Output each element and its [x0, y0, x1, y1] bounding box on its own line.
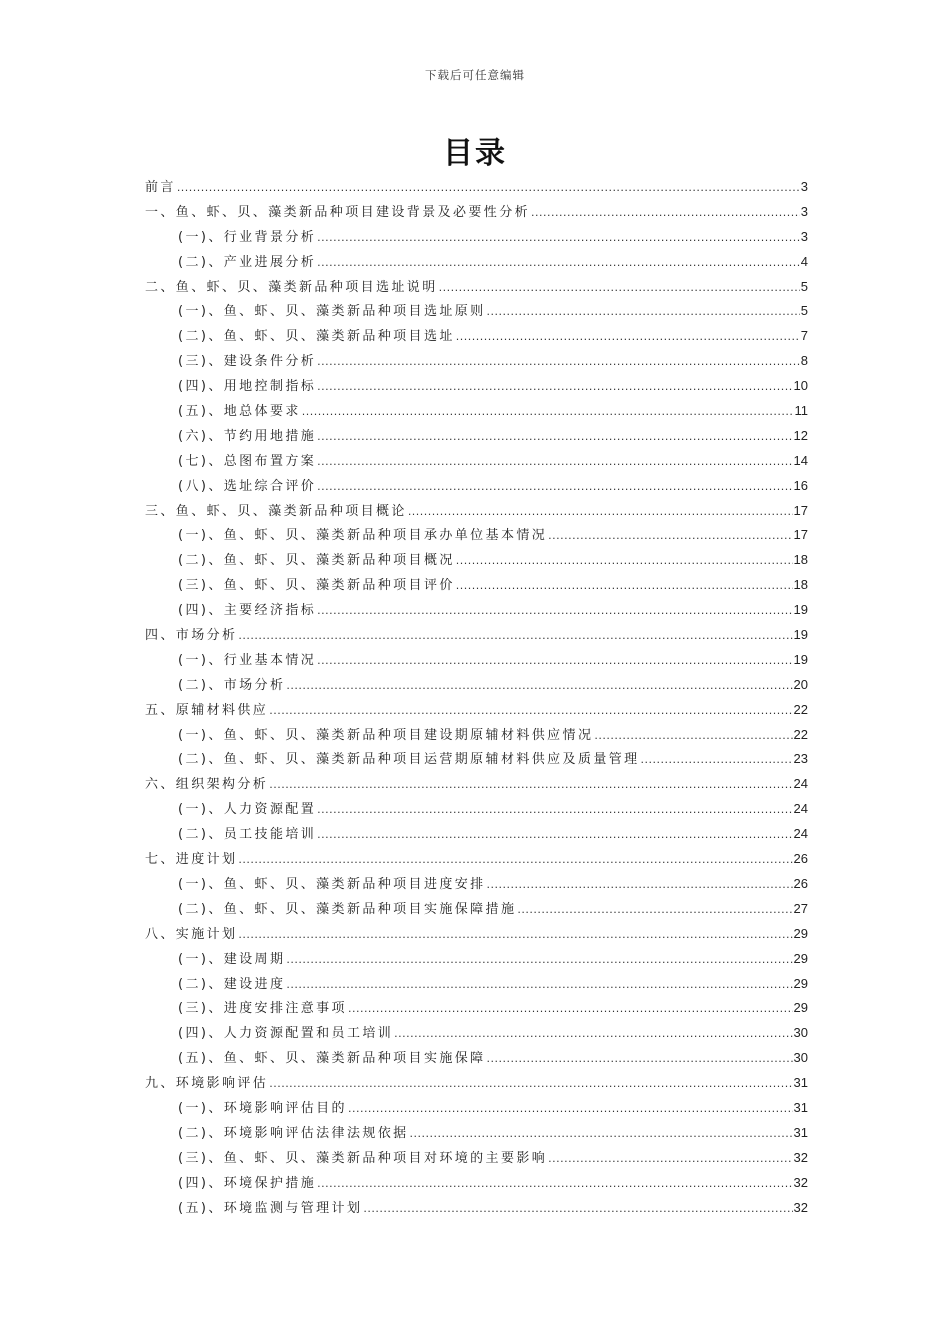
toc-entry-section[interactable] [145, 822, 808, 847]
toc-entry-text: (二)、鱼、虾、贝、藻类新品种项目实施保障措施 [178, 901, 517, 917]
toc-leader-dots [363, 1197, 792, 1222]
toc-entry-text: 前言 [145, 180, 176, 195]
toc-leader-dots [487, 873, 793, 898]
toc-entry-section[interactable] [145, 573, 808, 598]
toc-entry-section[interactable] [145, 1121, 808, 1146]
toc-leader-dots [317, 226, 800, 251]
toc-page-number: 11 [794, 403, 808, 419]
toc-leader-dots [594, 724, 792, 749]
toc-entry-section[interactable] [145, 996, 808, 1021]
toc-page-number: 32 [793, 1149, 808, 1165]
toc-page-number: 23 [793, 751, 808, 767]
toc-leader-dots [269, 699, 792, 724]
toc-entry-section[interactable] [145, 673, 808, 698]
toc-entry-text: 五、原辅材料供应 [145, 702, 269, 718]
toc-entry-chapter[interactable] [145, 698, 808, 723]
toc-page-number: 12 [793, 427, 808, 443]
toc-page-number: 29 [793, 1000, 808, 1016]
toc-entry-text: (五)、鱼、虾、贝、藻类新品种项目实施保障 [178, 1051, 486, 1067]
toc-entry-section[interactable] [145, 1171, 808, 1196]
toc-entry-section[interactable] [145, 349, 808, 374]
toc-page-number: 30 [793, 1050, 808, 1066]
toc-list [145, 175, 808, 1220]
toc-page-number: 31 [793, 1099, 808, 1115]
toc-page-number: 18 [793, 552, 808, 568]
toc-entry-section[interactable] [145, 424, 808, 449]
toc-page-number: 19 [793, 651, 808, 667]
toc-entry-text: (一)、鱼、虾、贝、藻类新品种项目承办单位基本情况 [178, 528, 548, 544]
toc-entry-section[interactable] [145, 523, 808, 548]
toc-entry-section[interactable] [145, 374, 808, 399]
toc-entry-text: (三)、鱼、虾、贝、藻类新品种项目评价 [178, 578, 455, 594]
toc-entry-section[interactable] [145, 723, 808, 748]
toc-leader-dots [317, 350, 800, 375]
toc-leader-dots [394, 1022, 792, 1047]
toc-entry-text: (二)、鱼、虾、贝、藻类新品种项目概况 [178, 553, 455, 569]
toc-page-number: 5 [800, 303, 808, 319]
toc-leader-dots [348, 997, 793, 1022]
toc-entry-text: (一)、行业基本情况 [178, 652, 317, 668]
toc-entry-section[interactable] [145, 225, 808, 250]
toc-entry-text: 九、环境影响评估 [145, 1076, 269, 1092]
toc-entry-chapter[interactable] [145, 1071, 808, 1096]
toc-page-number: 17 [793, 502, 808, 518]
toc-leader-dots [317, 425, 792, 450]
toc-page-number: 24 [793, 801, 808, 817]
toc-page-number: 16 [793, 477, 808, 493]
toc-leader-dots [317, 375, 792, 400]
toc-leader-dots [269, 773, 792, 798]
toc-leader-dots [348, 1097, 793, 1122]
toc-entry-section[interactable] [145, 648, 808, 673]
toc-entry-chapter[interactable] [145, 922, 808, 947]
toc-page-number: 7 [800, 328, 808, 344]
toc-leader-dots [286, 948, 792, 973]
toc-leader-dots [487, 1047, 793, 1072]
toc-page-number: 17 [793, 527, 808, 543]
toc-leader-dots [439, 276, 800, 301]
toc-page-number: 20 [793, 676, 808, 692]
toc-entry-section[interactable] [145, 474, 808, 499]
toc-entry-text: (一)、建设周期 [178, 951, 286, 967]
toc-leader-dots [456, 325, 800, 350]
toc-leader-dots [177, 176, 800, 201]
toc-entry-text: (一)、行业背景分析 [178, 229, 317, 245]
toc-leader-dots [302, 400, 794, 425]
toc-entry-section[interactable] [145, 872, 808, 897]
toc-entry-section[interactable] [145, 797, 808, 822]
toc-entry-section[interactable] [145, 1046, 808, 1071]
toc-leader-dots [317, 1172, 792, 1197]
toc-entry-text: (六)、节约用地措施 [178, 428, 317, 444]
toc-page-number: 19 [793, 627, 808, 643]
toc-page-number: 19 [793, 602, 808, 618]
toc-leader-dots [456, 549, 793, 574]
header-note: 下载后可任意编辑 [425, 68, 525, 82]
toc-page-number: 32 [793, 1174, 808, 1190]
toc-page-number: 29 [793, 925, 808, 941]
toc-entry-section[interactable] [145, 747, 808, 772]
toc-page-number: 24 [793, 826, 808, 842]
toc-entry-text: (一)、环境影响评估目的 [178, 1100, 347, 1116]
toc-entry-text: (二)、产业进展分析 [178, 254, 317, 270]
toc-entry-text: (一)、人力资源配置 [178, 802, 317, 818]
toc-entry-section[interactable] [145, 1021, 808, 1046]
toc-page-number: 4 [800, 253, 808, 269]
toc-page-number: 5 [800, 278, 808, 294]
toc-entry-text: (一)、鱼、虾、贝、藻类新品种项目建设期原辅材料供应情况 [178, 727, 594, 743]
toc-page-number: 30 [793, 1025, 808, 1041]
toc-entry-section[interactable] [145, 449, 808, 474]
toc-page-number: 3 [800, 228, 808, 244]
toc-entry-section[interactable] [145, 897, 808, 922]
toc-entry-text: (八)、选址综合评价 [178, 478, 317, 494]
toc-page-number: 3 [800, 179, 808, 194]
toc-leader-dots [487, 300, 800, 325]
toc-page-number: 31 [793, 1124, 808, 1140]
toc-entry-text: (一)、鱼、虾、贝、藻类新品种项目进度安排 [178, 876, 486, 892]
toc-leader-dots [548, 1147, 792, 1172]
toc-entry-text: (二)、鱼、虾、贝、藻类新品种项目选址 [178, 329, 455, 345]
toc-entry-text: (二)、建设进度 [178, 976, 286, 992]
toc-page-number: 22 [793, 701, 808, 717]
toc-entry-text: (四)、环境保护措施 [178, 1175, 317, 1191]
toc-entry-chapter[interactable] [145, 275, 808, 300]
toc-page-number: 18 [793, 577, 808, 593]
toc-entry-chapter[interactable] [145, 772, 808, 797]
toc-entry-chapter[interactable] [145, 847, 808, 872]
toc-entry-text: (四)、用地控制指标 [178, 379, 317, 395]
toc-entry-section[interactable] [145, 250, 808, 275]
toc-entry-text: (五)、地总体要求 [178, 404, 301, 420]
toc-leader-dots [317, 798, 792, 823]
toc-entry-chapter[interactable] [145, 175, 808, 200]
toc-leader-dots [238, 848, 792, 873]
toc-leader-dots [317, 649, 792, 674]
toc-leader-dots [269, 1072, 792, 1097]
toc-leader-dots [317, 823, 792, 848]
toc-leader-dots [410, 1122, 793, 1147]
toc-entry-section[interactable] [145, 324, 808, 349]
toc-page-number: 29 [793, 975, 808, 991]
toc-entry-text: (七)、总图布置方案 [178, 453, 317, 469]
toc-leader-dots [531, 201, 800, 226]
toc-leader-dots [317, 475, 792, 500]
toc-leader-dots [641, 748, 793, 773]
toc-leader-dots [456, 574, 793, 599]
toc-entry-text: (二)、环境影响评估法律法规依据 [178, 1125, 409, 1141]
toc-leader-dots [317, 251, 800, 276]
toc-leader-dots [317, 599, 792, 624]
toc-entry-text: (四)、主要经济指标 [178, 603, 317, 619]
toc-entry-text: 四、市场分析 [145, 628, 238, 644]
toc-page-number: 10 [793, 378, 808, 394]
toc-entry-text: (二)、员工技能培训 [178, 827, 317, 843]
toc-entry-section[interactable] [145, 947, 808, 972]
toc-entry-text: 六、组织架构分析 [145, 777, 269, 793]
toc-page-number: 14 [793, 452, 808, 468]
toc-entry-chapter[interactable] [145, 623, 808, 648]
toc-entry-chapter[interactable] [145, 499, 808, 524]
toc-entry-text: (三)、鱼、虾、贝、藻类新品种项目对环境的主要影响 [178, 1150, 548, 1166]
toc-page-number: 26 [793, 851, 808, 867]
toc-page-number: 3 [800, 203, 808, 219]
toc-leader-dots [548, 524, 792, 549]
toc-entry-section[interactable] [145, 1096, 808, 1121]
toc-entry-text: (一)、鱼、虾、贝、藻类新品种项目选址原则 [178, 304, 486, 320]
toc-page-number: 27 [793, 900, 808, 916]
toc-leader-dots [238, 923, 792, 948]
toc-page-number: 22 [793, 726, 808, 742]
toc-page-number: 24 [793, 776, 808, 792]
toc-entry-section[interactable] [145, 548, 808, 573]
toc-entry-text: (二)、鱼、虾、贝、藻类新品种项目运营期原辅材料供应及质量管理 [178, 752, 640, 768]
toc-leader-dots [286, 674, 792, 699]
toc-entry-text: 二、鱼、虾、贝、藻类新品种项目选址说明 [145, 279, 438, 295]
toc-entry-text: 一、鱼、虾、贝、藻类新品种项目建设背景及必要性分析 [145, 204, 531, 220]
toc-entry-section[interactable] [145, 299, 808, 324]
toc-entry-chapter[interactable] [145, 200, 808, 225]
toc-leader-dots [317, 450, 792, 475]
toc-entry-text: 八、实施计划 [145, 926, 238, 942]
toc-entry-section[interactable] [145, 972, 808, 997]
toc-entry-text: (二)、市场分析 [178, 677, 286, 693]
toc-leader-dots [286, 973, 792, 998]
toc-title: 目录 [443, 136, 507, 171]
toc-leader-dots [238, 624, 792, 649]
toc-entry-section[interactable] [145, 1146, 808, 1171]
toc-entry-section[interactable] [145, 399, 808, 424]
toc-entry-text: (三)、建设条件分析 [178, 354, 317, 370]
toc-entry-text: (四)、人力资源配置和员工培训 [178, 1026, 394, 1042]
toc-entry-text: (三)、进度安排注意事项 [178, 1001, 347, 1017]
toc-leader-dots [517, 898, 792, 923]
toc-page-number: 29 [793, 950, 808, 966]
toc-page-number: 8 [800, 353, 808, 369]
toc-page-number: 32 [793, 1199, 808, 1215]
toc-entry-text: 七、进度计划 [145, 852, 238, 868]
toc-entry-text: (五)、环境监测与管理计划 [178, 1200, 363, 1216]
toc-page-number: 26 [793, 875, 808, 891]
toc-leader-dots [408, 500, 793, 525]
toc-entry-text: 三、鱼、虾、贝、藻类新品种项目概论 [145, 503, 407, 519]
toc-page-number: 31 [793, 1075, 808, 1091]
toc-entry-section[interactable] [145, 1196, 808, 1221]
toc-entry-section[interactable] [145, 598, 808, 623]
